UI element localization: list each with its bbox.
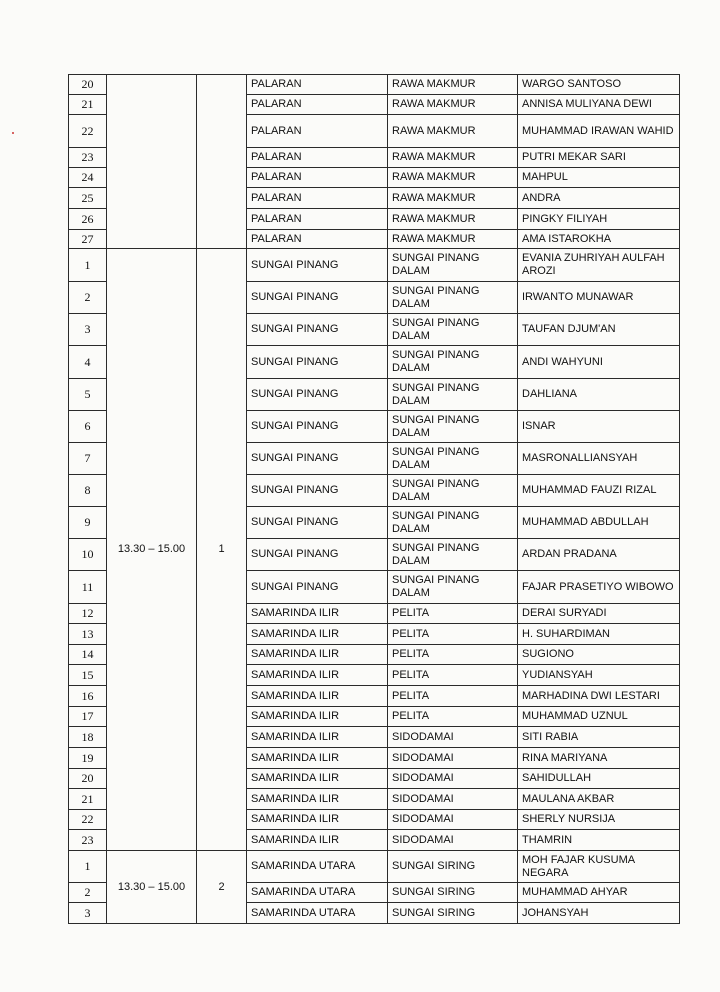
row-number-cell: 7 xyxy=(69,443,107,475)
participant-name-cell: JOHANSYAH xyxy=(518,903,680,924)
row-number-cell: 3 xyxy=(69,903,107,924)
row-number-cell: 1 xyxy=(69,249,107,282)
row-number-cell: 6 xyxy=(69,411,107,443)
district-cell: SUNGAI PINANG xyxy=(247,314,388,346)
district-cell: PALARAN xyxy=(247,75,388,95)
participant-name-cell: MUHAMMAD AHYAR xyxy=(518,883,680,903)
district-cell: SAMARINDA UTARA xyxy=(247,883,388,903)
row-number-cell: 21 xyxy=(69,789,107,810)
district-cell: SAMARINDA ILIR xyxy=(247,727,388,748)
subdistrict-cell: SUNGAI PINANG DALAM xyxy=(388,411,518,443)
subdistrict-cell: RAWA MAKMUR xyxy=(388,209,518,230)
participant-name-cell: RINA MARIYANA xyxy=(518,748,680,769)
participant-name-cell: THAMRIN xyxy=(518,830,680,851)
subdistrict-cell: SUNGAI SIRING xyxy=(388,883,518,903)
subdistrict-cell: PELITA xyxy=(388,707,518,727)
district-cell: PALARAN xyxy=(247,148,388,168)
subdistrict-cell: RAWA MAKMUR xyxy=(388,230,518,249)
participant-name-cell: MARHADINA DWI LESTARI xyxy=(518,686,680,707)
participant-name-cell: WARGO SANTOSO xyxy=(518,75,680,95)
row-number-cell: 15 xyxy=(69,665,107,686)
session-time-cell: 13.30 – 15.00 xyxy=(107,851,197,924)
district-cell: SUNGAI PINANG xyxy=(247,443,388,475)
participant-name-cell: ARDAN PRADANA xyxy=(518,539,680,571)
subdistrict-cell: RAWA MAKMUR xyxy=(388,115,518,148)
row-number-cell: 23 xyxy=(69,830,107,851)
subdistrict-cell: RAWA MAKMUR xyxy=(388,188,518,209)
subdistrict-cell: SUNGAI PINANG DALAM xyxy=(388,571,518,604)
row-number-cell: 26 xyxy=(69,209,107,230)
scan-speck xyxy=(12,132,14,134)
row-number-cell: 10 xyxy=(69,539,107,571)
subdistrict-cell: SUNGAI PINANG DALAM xyxy=(388,249,518,282)
district-cell: SAMARINDA UTARA xyxy=(247,903,388,924)
district-cell: SAMARINDA ILIR xyxy=(247,707,388,727)
district-cell: SAMARINDA ILIR xyxy=(247,665,388,686)
participant-name-cell: TAUFAN DJUM'AN xyxy=(518,314,680,346)
row-number-cell: 24 xyxy=(69,168,107,188)
participant-name-cell: AMA ISTAROKHA xyxy=(518,230,680,249)
district-cell: SAMARINDA ILIR xyxy=(247,810,388,830)
table-row xyxy=(69,249,680,282)
participant-name-cell: MOH FAJAR KUSUMA NEGARA xyxy=(518,851,680,883)
session-number-cell xyxy=(197,75,247,249)
participant-name-cell: FAJAR PRASETIYO WIBOWO xyxy=(518,571,680,604)
district-cell: SAMARINDA ILIR xyxy=(247,624,388,645)
participant-name-cell: EVANIA ZUHRIYAH AULFAH AROZI xyxy=(518,249,680,282)
participant-table-body xyxy=(69,75,680,924)
participant-name-cell: H. SUHARDIMAN xyxy=(518,624,680,645)
district-cell: PALARAN xyxy=(247,115,388,148)
district-cell: PALARAN xyxy=(247,95,388,115)
subdistrict-cell: SUNGAI PINANG DALAM xyxy=(388,314,518,346)
row-number-cell: 20 xyxy=(69,769,107,789)
district-cell: SUNGAI PINANG xyxy=(247,411,388,443)
participant-name-cell: PINGKY FILIYAH xyxy=(518,209,680,230)
subdistrict-cell: SUNGAI PINANG DALAM xyxy=(388,379,518,411)
row-number-cell: 3 xyxy=(69,314,107,346)
participant-name-cell: YUDIANSYAH xyxy=(518,665,680,686)
participant-name-cell: ANDI WAHYUNI xyxy=(518,346,680,379)
subdistrict-cell: SUNGAI PINANG DALAM xyxy=(388,282,518,314)
district-cell: SAMARINDA ILIR xyxy=(247,686,388,707)
subdistrict-cell: SUNGAI PINANG DALAM xyxy=(388,443,518,475)
district-cell: SAMARINDA ILIR xyxy=(247,748,388,769)
district-cell: SUNGAI PINANG xyxy=(247,475,388,507)
row-number-cell: 2 xyxy=(69,282,107,314)
district-cell: SAMARINDA ILIR xyxy=(247,769,388,789)
row-number-cell: 27 xyxy=(69,230,107,249)
session-number-cell: 1 xyxy=(197,249,247,851)
row-number-cell: 14 xyxy=(69,645,107,665)
row-number-cell: 13 xyxy=(69,624,107,645)
district-cell: SUNGAI PINANG xyxy=(247,507,388,539)
district-cell: PALARAN xyxy=(247,188,388,209)
row-number-cell: 11 xyxy=(69,571,107,604)
row-number-cell: 4 xyxy=(69,346,107,379)
district-cell: SUNGAI PINANG xyxy=(247,346,388,379)
district-cell: SUNGAI PINANG xyxy=(247,379,388,411)
subdistrict-cell: RAWA MAKMUR xyxy=(388,168,518,188)
subdistrict-cell: PELITA xyxy=(388,665,518,686)
participant-name-cell: MUHAMMAD IRAWAN WAHID xyxy=(518,115,680,148)
session-number-cell: 2 xyxy=(197,851,247,924)
row-number-cell: 17 xyxy=(69,707,107,727)
participant-name-cell: MAHPUL xyxy=(518,168,680,188)
district-cell: SUNGAI PINANG xyxy=(247,282,388,314)
district-cell: SUNGAI PINANG xyxy=(247,249,388,282)
participant-name-cell: SUGIONO xyxy=(518,645,680,665)
district-cell: SUNGAI PINANG xyxy=(247,571,388,604)
subdistrict-cell: SIDODAMAI xyxy=(388,769,518,789)
district-cell: PALARAN xyxy=(247,209,388,230)
row-number-cell: 22 xyxy=(69,115,107,148)
row-number-cell: 5 xyxy=(69,379,107,411)
participant-name-cell: SHERLY NURSIJA xyxy=(518,810,680,830)
row-number-cell: 12 xyxy=(69,604,107,624)
row-number-cell: 25 xyxy=(69,188,107,209)
session-time-cell xyxy=(107,75,197,249)
row-number-cell: 16 xyxy=(69,686,107,707)
row-number-cell: 19 xyxy=(69,748,107,769)
subdistrict-cell: SUNGAI PINANG DALAM xyxy=(388,346,518,379)
row-number-cell: 8 xyxy=(69,475,107,507)
subdistrict-cell: RAWA MAKMUR xyxy=(388,75,518,95)
row-number-cell: 22 xyxy=(69,810,107,830)
district-cell: SAMARINDA ILIR xyxy=(247,789,388,810)
participant-table xyxy=(68,74,680,924)
subdistrict-cell: SUNGAI PINANG DALAM xyxy=(388,507,518,539)
district-cell: PALARAN xyxy=(247,230,388,249)
district-cell: SAMARINDA ILIR xyxy=(247,604,388,624)
row-number-cell: 18 xyxy=(69,727,107,748)
participant-name-cell: DERAI SURYADI xyxy=(518,604,680,624)
participant-name-cell: PUTRI MEKAR SARI xyxy=(518,148,680,168)
participant-name-cell: MUHAMMAD UZNUL xyxy=(518,707,680,727)
subdistrict-cell: SIDODAMAI xyxy=(388,727,518,748)
district-cell: PALARAN xyxy=(247,168,388,188)
subdistrict-cell: RAWA MAKMUR xyxy=(388,148,518,168)
participant-name-cell: MASRONALLIANSYAH xyxy=(518,443,680,475)
subdistrict-cell: PELITA xyxy=(388,686,518,707)
participant-name-cell: ANDRA xyxy=(518,188,680,209)
participant-name-cell: MUHAMMAD FAUZI RIZAL xyxy=(518,475,680,507)
participant-name-cell: IRWANTO MUNAWAR xyxy=(518,282,680,314)
subdistrict-cell: SUNGAI PINANG DALAM xyxy=(388,475,518,507)
row-number-cell: 21 xyxy=(69,95,107,115)
district-cell: SUNGAI PINANG xyxy=(247,539,388,571)
district-cell: SAMARINDA UTARA xyxy=(247,851,388,883)
row-number-cell: 9 xyxy=(69,507,107,539)
subdistrict-cell: SIDODAMAI xyxy=(388,810,518,830)
participant-name-cell: ISNAR xyxy=(518,411,680,443)
row-number-cell: 1 xyxy=(69,851,107,883)
row-number-cell: 2 xyxy=(69,883,107,903)
subdistrict-cell: SUNGAI SIRING xyxy=(388,851,518,883)
subdistrict-cell: PELITA xyxy=(388,604,518,624)
row-number-cell: 20 xyxy=(69,75,107,95)
district-cell: SAMARINDA ILIR xyxy=(247,830,388,851)
participant-name-cell: DAHLIANA xyxy=(518,379,680,411)
subdistrict-cell: RAWA MAKMUR xyxy=(388,95,518,115)
subdistrict-cell: PELITA xyxy=(388,645,518,665)
row-number-cell: 23 xyxy=(69,148,107,168)
table-row xyxy=(69,75,680,95)
participant-name-cell: MUHAMMAD ABDULLAH xyxy=(518,507,680,539)
subdistrict-cell: SUNGAI SIRING xyxy=(388,903,518,924)
participant-name-cell: ANNISA MULIYANA DEWI xyxy=(518,95,680,115)
participant-name-cell: MAULANA AKBAR xyxy=(518,789,680,810)
subdistrict-cell: PELITA xyxy=(388,624,518,645)
subdistrict-cell: SIDODAMAI xyxy=(388,830,518,851)
subdistrict-cell: SIDODAMAI xyxy=(388,748,518,769)
subdistrict-cell: SUNGAI PINANG DALAM xyxy=(388,539,518,571)
participant-name-cell: SITI RABIA xyxy=(518,727,680,748)
table-row xyxy=(69,851,680,883)
district-cell: SAMARINDA ILIR xyxy=(247,645,388,665)
participant-name-cell: SAHIDULLAH xyxy=(518,769,680,789)
session-time-cell: 13.30 – 15.00 xyxy=(107,249,197,851)
subdistrict-cell: SIDODAMAI xyxy=(388,789,518,810)
